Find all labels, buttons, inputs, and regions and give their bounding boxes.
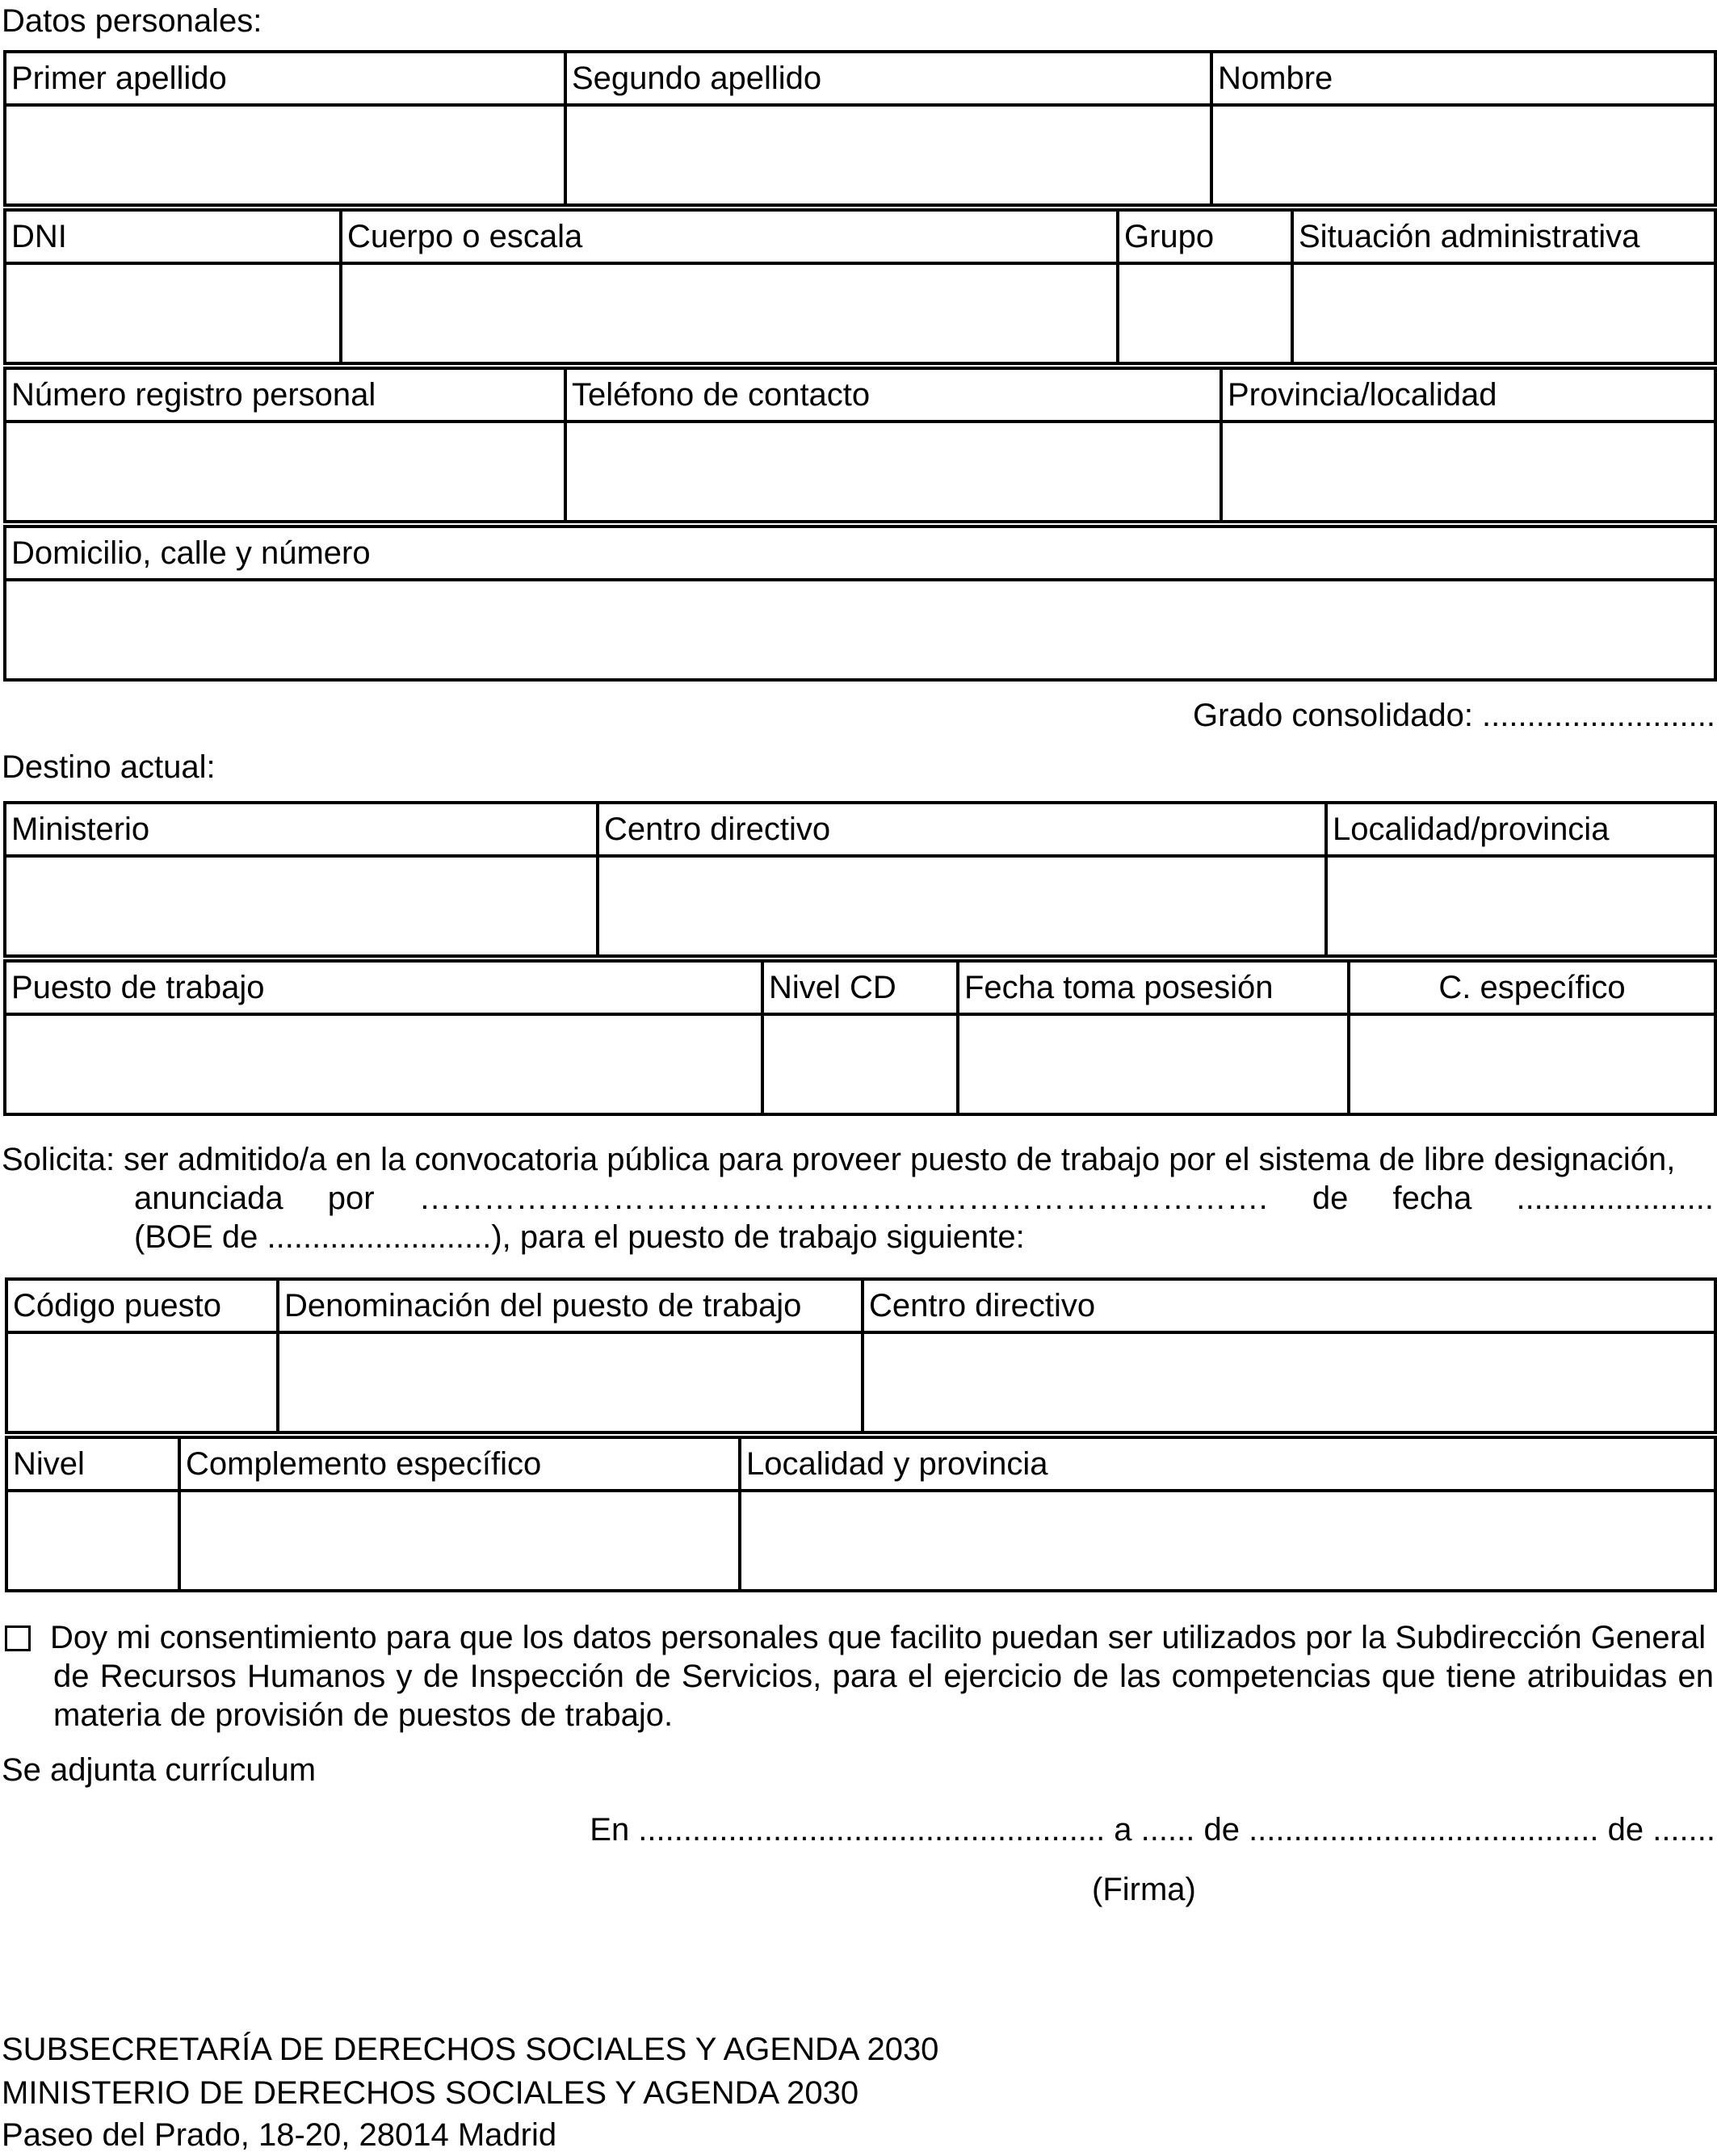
nrp-field[interactable]	[5, 422, 565, 522]
solicita-anunciada: anunciada	[134, 1181, 283, 1216]
puesto-centro-label: Centro directivo	[863, 1279, 1715, 1332]
destino-centro-field[interactable]	[598, 856, 1326, 956]
solicita-dots[interactable]: …………………………………………………………………….	[418, 1181, 1268, 1216]
primer-apellido-label: Primer apellido	[5, 52, 565, 105]
puesto-nivel-label: Nivel	[6, 1437, 179, 1491]
denominacion-label: Denominación del puesto de trabajo	[278, 1279, 863, 1332]
c-especifico-label: C. específico	[1349, 961, 1715, 1014]
denominacion-field[interactable]	[278, 1332, 863, 1432]
solicita-line3: (BOE de .........................), para el puesto de trabajo siguiente:	[134, 1219, 1025, 1255]
solicita-fecha: fecha	[1392, 1181, 1472, 1216]
consent-line1: Doy mi consentimiento para que los datos personales que facilito puedan ser utilizados por la Subdirección General	[50, 1620, 1707, 1655]
footer-subsecretaria: SUBSECRETARÍA DE DERECHOS SOCIALES Y AGENDA 2030	[2, 2032, 939, 2067]
consent-line3: materia de provisión de puestos de trabajo.	[53, 1697, 674, 1733]
primer-apellido-field[interactable]	[5, 105, 565, 205]
situacion-label: Situación administrativa	[1292, 210, 1715, 263]
grado-consolidado: Grado consolidado: ..........................	[1193, 698, 1715, 733]
nrp-label: Número registro personal	[5, 368, 565, 422]
puesto-centro-field[interactable]	[863, 1332, 1715, 1432]
consent-checkbox[interactable]	[5, 1625, 31, 1651]
fecha-posesion-label: Fecha toma posesión	[958, 961, 1349, 1014]
nombre-field[interactable]	[1211, 105, 1715, 205]
personal-table-row2	[3, 208, 1717, 365]
puesto-localidad-label: Localidad y provincia	[740, 1437, 1715, 1491]
solicita-de: de	[1312, 1181, 1349, 1216]
codigo-puesto-field[interactable]	[6, 1332, 278, 1432]
personal-table-row1	[3, 50, 1717, 207]
situacion-field[interactable]	[1292, 263, 1715, 363]
puesto-table-row1	[5, 1277, 1717, 1434]
segundo-apellido-label: Segundo apellido	[565, 52, 1211, 105]
destino-centro-label: Centro directivo	[598, 803, 1326, 856]
codigo-puesto-label: Código puesto	[6, 1279, 278, 1332]
provincia-field[interactable]	[1221, 422, 1715, 522]
ministerio-field[interactable]	[5, 856, 598, 956]
fecha-posesion-field[interactable]	[958, 1014, 1349, 1114]
complemento-field[interactable]	[179, 1491, 740, 1591]
curriculum-note: Se adjunta currículum	[2, 1752, 317, 1788]
domicilio-field[interactable]	[5, 580, 1715, 680]
dni-label: DNI	[5, 210, 341, 263]
puesto-field[interactable]	[5, 1014, 762, 1114]
solicita-line2	[134, 1179, 1714, 1218]
destino-heading: Destino actual:	[2, 749, 216, 785]
solicita-line1: Solicita: ser admitido/a en la convocatoria pública para proveer puesto de trabajo por el sistema de libre designación,	[2, 1142, 1676, 1177]
lugar-fecha-line[interactable]: En .................................................... a ...... de ....................................... de .......	[590, 1812, 1715, 1848]
complemento-label: Complemento específico	[179, 1437, 740, 1491]
grupo-field[interactable]	[1118, 263, 1292, 363]
solicita-por: por	[327, 1181, 375, 1216]
provincia-label: Provincia/localidad	[1221, 368, 1715, 422]
nivel-cd-label: Nivel CD	[762, 961, 958, 1014]
cuerpo-label: Cuerpo o escala	[341, 210, 1118, 263]
destino-table-row1	[3, 801, 1717, 958]
personal-table-row3	[3, 367, 1717, 523]
solicita-fecha-dots[interactable]: ......................	[1516, 1181, 1714, 1216]
personal-table-row4	[3, 525, 1717, 682]
destino-localidad-field[interactable]	[1326, 856, 1715, 956]
segundo-apellido-field[interactable]	[565, 105, 1211, 205]
puesto-table-row2	[5, 1436, 1717, 1592]
cuerpo-field[interactable]	[341, 263, 1118, 363]
domicilio-label: Domicilio, calle y número	[5, 526, 1715, 580]
nivel-cd-field[interactable]	[762, 1014, 958, 1114]
dni-field[interactable]	[5, 263, 341, 363]
ministerio-label: Ministerio	[5, 803, 598, 856]
firma-label: (Firma)	[1092, 1872, 1196, 1907]
telefono-label: Teléfono de contacto	[565, 368, 1221, 422]
c-especifico-field[interactable]	[1349, 1014, 1715, 1114]
footer-address: Paseo del Prado, 18-20, 28014 Madrid	[2, 2117, 557, 2153]
grupo-label: Grupo	[1118, 210, 1292, 263]
puesto-nivel-field[interactable]	[6, 1491, 179, 1591]
destino-table-row2	[3, 959, 1717, 1116]
footer-ministerio: MINISTERIO DE DERECHOS SOCIALES Y AGENDA 2030	[2, 2075, 859, 2111]
nombre-label: Nombre	[1211, 52, 1715, 105]
personal-heading: Datos personales:	[2, 3, 262, 39]
puesto-label: Puesto de trabajo	[5, 961, 762, 1014]
consent-line2: de Recursos Humanos y de Inspección de Servicios, para el ejercicio de las competencias que tiene atribuidas en	[53, 1659, 1714, 1694]
destino-localidad-label: Localidad/provincia	[1326, 803, 1715, 856]
puesto-localidad-field[interactable]	[740, 1491, 1715, 1591]
telefono-field[interactable]	[565, 422, 1221, 522]
